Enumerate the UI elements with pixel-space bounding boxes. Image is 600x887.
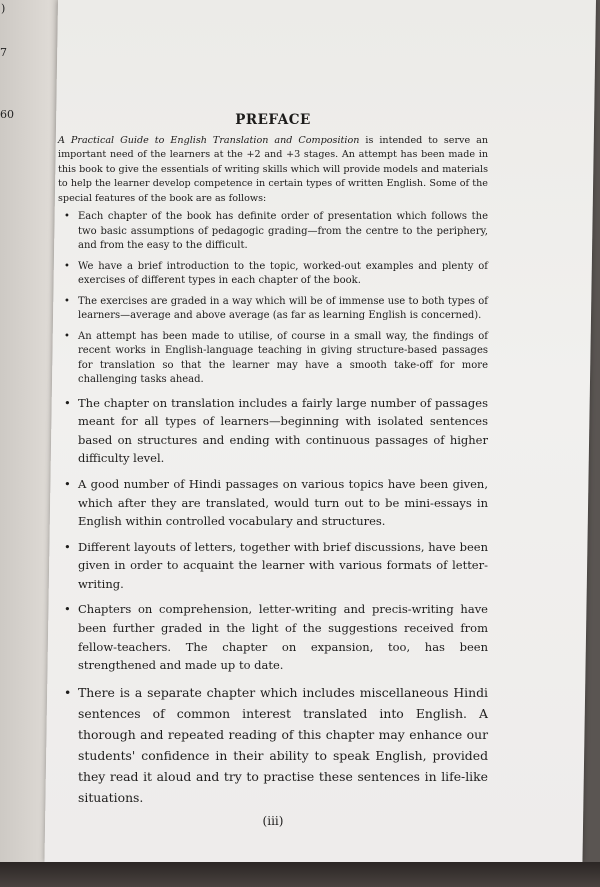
bullet-icon: • (64, 330, 70, 342)
book-title-italic: A Practical Guide to English Translation and Composition (58, 135, 360, 146)
list-item (58, 210, 488, 254)
page-number: (iii) (262, 813, 284, 828)
page-content (58, 112, 488, 828)
list-item-text: We have a brief introduction to the topic, worked-out examples and plenty of exercises of different types in each chapter of the book. (78, 260, 488, 287)
list-item-text: Chapters on comprehension, letter-writing and precis-writing have been further graded in the light of the suggestions received from fellow-teachers. The chapter on expansion, too, has been strengthened and made up to date. (78, 602, 488, 673)
list-item-text: The chapter on translation includes a fairly large number of passages meant for all types of learners—beginning with isolated sentences based on structures and ending with continuous passages of higher difficulty level. (78, 395, 488, 466)
bullet-icon: • (64, 260, 70, 272)
list-item-text: There is a separate chapter which includes miscellaneous Hindi sentences of common interest translated into English. A thorough and repeated reading of this chapter may enhance our students' confidence in their ability to speak English, provided they read it aloud and try to practise these sentences in life-like situations. (78, 684, 488, 805)
intro-paragraph (58, 134, 488, 206)
feature-list-part-1 (58, 210, 488, 388)
list-item-text: An attempt has been made to utilise, of course in a small way, the findings of recent works in English-language teaching in giving structure-based passages for translation so that the learner may have a smooth take-off for more challenging tasks ahead. (78, 330, 488, 386)
bullet-icon: • (64, 395, 71, 410)
list-item (58, 394, 488, 468)
feature-list-part-3 (58, 682, 488, 808)
list-item-text: Different layouts of letters, together with brief discussions, have been given in order to acquaint the learner with various formats of letter-writing. (78, 539, 488, 591)
list-item (58, 538, 488, 594)
left-page-fragment-3: 60 (0, 108, 14, 121)
intro-text: is intended to serve an important need of the learners at the +2 and +3 stages. An attempt has been made in this book to give the essentials of writing skills which will provide models and materials to help the learner develop competence in certain types of written English. Some of the special features of the book are as follows: (58, 135, 488, 204)
bullet-icon: • (64, 295, 70, 307)
bullet-icon: • (64, 684, 72, 700)
feature-list-part-2 (58, 394, 488, 675)
bullet-icon: • (64, 211, 70, 223)
bullet-icon: • (64, 476, 71, 491)
list-item-text: A good number of Hindi passages on various topics have been given, which after they are translated, would turn out to be mini-essays in English within controlled vocabulary and structures. (78, 476, 488, 529)
left-page-fragment-1: ) (1, 2, 6, 15)
bullet-icon: • (64, 539, 71, 554)
list-item (58, 260, 488, 289)
list-item (58, 330, 488, 388)
bullet-icon: • (64, 602, 71, 617)
left-page-fragment-2: 7 (0, 46, 7, 59)
list-item-text: The exercises are graded in a way which will be of immense use to both types of learners—average and above average (as far as learning English is concerned). (78, 295, 488, 322)
book-bottom-edge (0, 862, 600, 887)
list-item (58, 600, 488, 674)
list-item (58, 475, 488, 531)
list-item-text: Each chapter of the book has definite order of presentation which follows the two basic assumptions of pedagogic grading—from the centre to the periphery, and from the easy to the difficult. (78, 211, 488, 252)
list-item (58, 682, 488, 808)
list-item (58, 295, 488, 324)
page-title: PREFACE (235, 112, 311, 128)
